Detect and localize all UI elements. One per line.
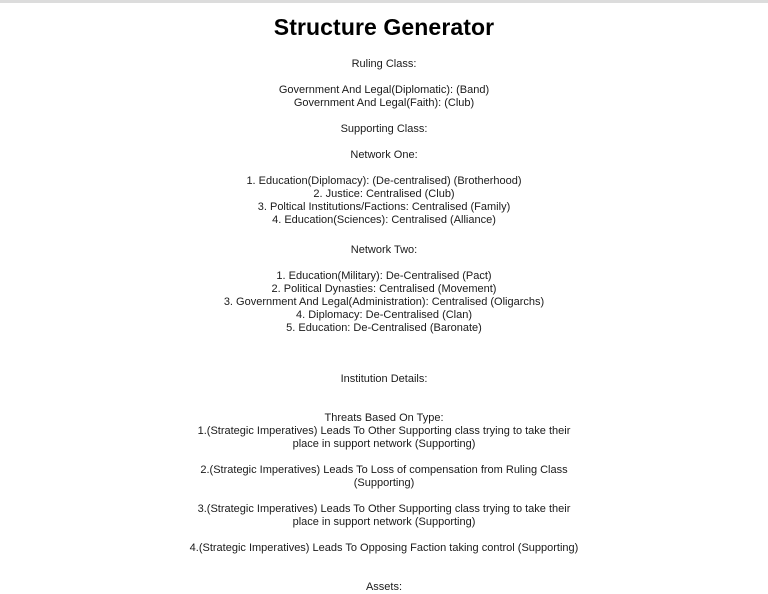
network-one-entry: 4. Education(Sciences): Centralised (Alliance) (272, 214, 496, 226)
spacer (0, 555, 768, 581)
spacer (184, 451, 584, 464)
spacer (0, 162, 768, 175)
network-one-heading: Network One: (350, 149, 418, 161)
network-one-group (0, 149, 768, 227)
page-top-edge (0, 0, 768, 3)
network-two-entry: 5. Education: De-Centralised (Baronate) (286, 322, 482, 334)
threat-item: 4.(Strategic Imperatives) Leads To Opposing Faction taking control (Supporting) (189, 542, 579, 554)
threat-item: 1.(Strategic Imperatives) Leads To Other Supporting class trying to take their place in support network (Supporting) (197, 425, 571, 450)
ruling-class-entry: Government And Legal(Faith): (Club) (293, 97, 475, 109)
spacer (0, 110, 768, 123)
threat-item: 2.(Strategic Imperatives) Leads To Loss of compensation from Ruling Class (Supporting) (200, 464, 568, 489)
network-one-entry: 2. Justice: Centralised (Club) (313, 188, 455, 200)
threat-item: 3.(Strategic Imperatives) Leads To Other Supporting class trying to take their place in support network (Supporting) (197, 503, 571, 528)
institution-details-section (0, 373, 768, 386)
network-two-entry: 1. Education(Military): De-Centralised (Pact) (276, 270, 492, 282)
spacer (0, 257, 768, 270)
network-two-group (0, 244, 768, 335)
network-two-entry: 4. Diplomacy: De-Centralised (Clan) (295, 309, 473, 321)
network-two-entry: 2. Political Dynasties: Centralised (Movement) (271, 283, 497, 295)
supporting-class-heading: Supporting Class: (340, 123, 428, 135)
assets-heading: Assets: (365, 581, 403, 593)
ruling-class-entry: Government And Legal(Diplomatic): (Band) (278, 84, 490, 96)
spacer (184, 490, 584, 503)
ruling-class-heading: Ruling Class: (351, 58, 417, 70)
threats-heading: Threats Based On Type: (324, 412, 444, 424)
network-two-heading: Network Two: (350, 244, 418, 256)
spacer (0, 71, 768, 84)
spacer (0, 386, 768, 412)
assets-section (0, 581, 768, 594)
threats-list (184, 425, 584, 555)
spacer (0, 136, 768, 149)
network-one-entry: 1. Education(Diplomacy): (De-centralised) (Brotherhood) (246, 175, 522, 187)
threats-section (0, 412, 768, 555)
spacer (184, 529, 584, 542)
supporting-class-section (0, 123, 768, 335)
spacer (0, 335, 768, 373)
network-one-entry: 3. Poltical Institutions/Factions: Centralised (Family) (257, 201, 511, 213)
ruling-class-section (0, 58, 768, 110)
spacer (0, 41, 768, 58)
network-two-entry: 3. Government And Legal(Administration): Centralised (Oligarchs) (223, 296, 545, 308)
page-title: Structure Generator (273, 14, 495, 40)
spacer (0, 227, 768, 244)
institution-details-heading: Institution Details: (340, 373, 428, 385)
